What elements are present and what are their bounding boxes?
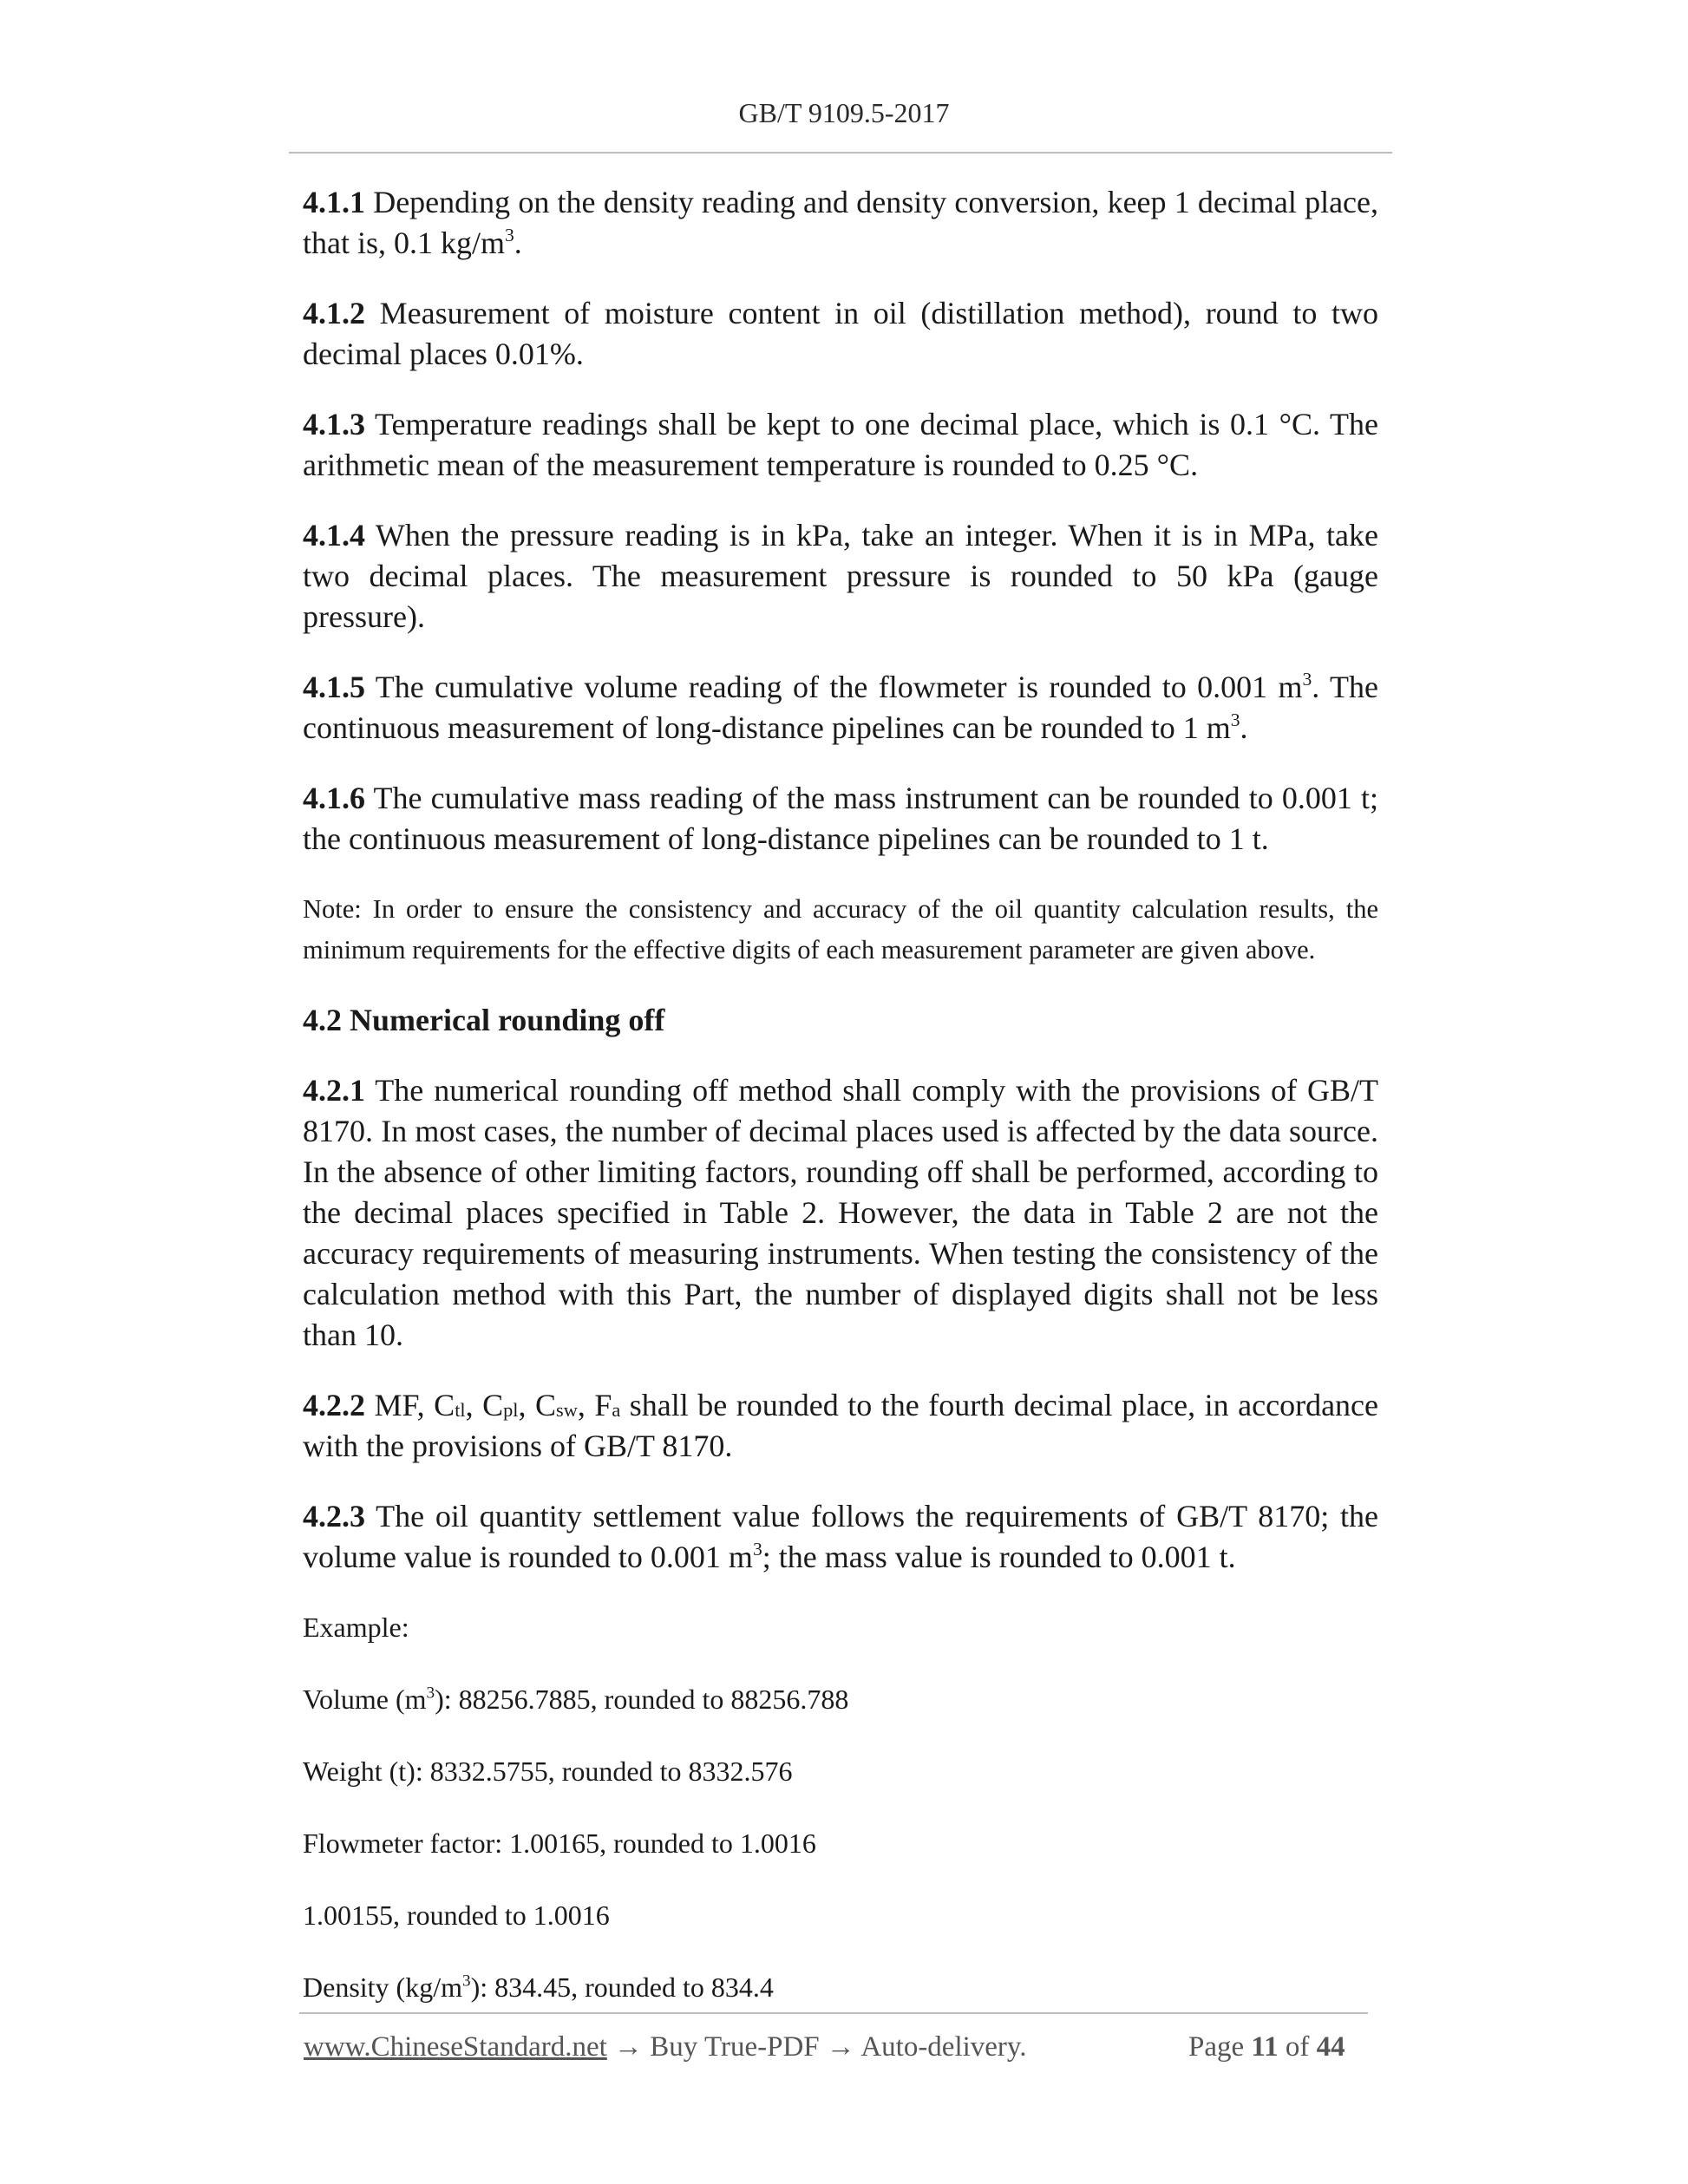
buy-true-pdf-text: Buy True-PDF <box>650 2031 820 2063</box>
clause-number: 4.2.2 <box>303 1388 365 1422</box>
page-total: 44 <box>1316 2031 1345 2063</box>
clause-text-end: . <box>514 226 522 260</box>
clause-text: , F <box>577 1388 612 1422</box>
clause-text-end: . <box>1240 710 1248 745</box>
clause-number: 4.1.1 <box>303 185 365 219</box>
example-text: ): 834.45, rounded to 834.4 <box>470 1971 774 2003</box>
footer-divider <box>299 2012 1368 2014</box>
clause-text: , C <box>518 1388 557 1422</box>
superscript: 3 <box>1230 709 1240 730</box>
clause-text: shall be rounded to the fourth decimal place, in accordance with the provisions of GB/T 8170. <box>303 1388 1379 1463</box>
document-body <box>303 182 1378 2039</box>
clause-text: Depending on the density reading and density conversion, keep 1 decimal place, that is, 0.1 kg/m <box>303 185 1378 260</box>
clause-number: 4.1.2 <box>303 296 365 330</box>
clause-text: , C <box>465 1388 504 1422</box>
example-label: Example: <box>303 1612 409 1643</box>
subscript: tl <box>455 1399 466 1422</box>
clause-4-2-2 <box>303 1385 1378 1467</box>
example-text: Density (kg/m <box>303 1971 462 2003</box>
subscript: pl <box>503 1399 519 1422</box>
example-text: Volume (m <box>303 1684 427 1715</box>
clause-text: Measurement of moisture content in oil (distillation method), round to two decimal places 0.01%. <box>303 296 1378 371</box>
clause-number: 4.1.6 <box>303 781 365 815</box>
clause-text: When the pressure reading is in kPa, take an integer. When it is in MPa, take two decimal places. The measurement pressure is rounded to 50 kPa (gauge pressure). <box>303 518 1378 634</box>
clause-text: MF, C <box>365 1388 455 1422</box>
clause-number: 4.1.3 <box>303 407 365 441</box>
superscript: 3 <box>426 1684 435 1703</box>
header-divider <box>289 152 1392 154</box>
note-paragraph: Note: In order to ensure the consistency and accuracy of the oil quantity calculation results, the minimum requirements for the effective digits of each measurement parameter are given above. <box>303 894 1378 964</box>
clause-text: The cumulative volume reading of the flowmeter is rounded to 0.001 m <box>365 670 1303 704</box>
clause-number: 4.1.5 <box>303 670 365 704</box>
page-indicator <box>1188 2031 1345 2063</box>
clause-4-1-3 <box>303 404 1378 486</box>
arrow-right-icon: → <box>606 2031 651 2063</box>
clause-text: Temperature readings shall be kept to one decimal place, which is 0.1 °C. The arithmetic mean of the measurement temperature is rounded to 0.25 °C. <box>303 407 1378 482</box>
clause-text-end: ; the mass value is rounded to 0.001 t. <box>762 1540 1236 1574</box>
arrow-right-icon: → <box>819 2031 861 2063</box>
page-number: 11 <box>1251 2031 1279 2063</box>
footer-promo <box>304 2031 1027 2063</box>
example-density <box>303 1967 1378 2008</box>
subscript: sw <box>556 1399 578 1422</box>
clause-4-1-5 <box>303 667 1378 749</box>
clause-number: 4.2.3 <box>303 1499 365 1533</box>
clause-text: The oil quantity settlement value follows the requirements of GB/T 8170; the volume value is rounded to 0.001 m <box>303 1499 1378 1574</box>
clause-4-2-3 <box>303 1496 1378 1578</box>
example-flowmeter: Flowmeter factor: 1.00165, rounded to 1.0016 <box>303 1828 816 1859</box>
clause-text: The cumulative mass reading of the mass instrument can be rounded to 0.001 t; the continuous measurement of long-distance pipelines can be rounded to 1 t. <box>303 781 1378 856</box>
website-link[interactable]: www.ChineseStandard.net <box>304 2031 607 2063</box>
superscript: 3 <box>461 1971 471 1991</box>
example-weight: Weight (t): 8332.5755, rounded to 8332.576 <box>303 1756 793 1787</box>
clause-number: 4.2.1 <box>303 1073 365 1108</box>
clause-text: The numerical rounding off method shall comply with the provisions of GB/T 8170. In most cases, the number of decimal places used is affected by the data source. In the absence of other limiting factors, rounding off shall be performed, according to the decimal places specified in Table 2. However, the data in Table 2 are not the accuracy requirements of measuring instruments. When testing the consistency of the calculation method with this Part, the number of displayed digits shall not be less than 10. <box>303 1073 1378 1352</box>
clause-4-2-1 <box>303 1070 1378 1356</box>
clause-4-1-1 <box>303 182 1378 264</box>
superscript: 3 <box>752 1538 762 1560</box>
auto-delivery-text: Auto-delivery. <box>860 2031 1027 2063</box>
clause-text: . The continuous measurement of long-distance pipelines can be rounded to 1 m <box>303 670 1378 745</box>
example-text: ): 88256.7885, rounded to 88256.788 <box>435 1684 849 1715</box>
page-header-title: GB/T 9109.5-2017 <box>738 97 950 128</box>
clause-4-1-6 <box>303 778 1378 860</box>
example-flowmeter-2: 1.00155, rounded to 1.0016 <box>303 1900 610 1931</box>
superscript: 3 <box>505 224 514 245</box>
superscript: 3 <box>1302 668 1312 690</box>
clause-number: 4.1.4 <box>303 518 365 553</box>
page-label: Page <box>1188 2031 1245 2063</box>
clause-4-1-4 <box>303 515 1378 638</box>
section-heading-4-2: 4.2 Numerical rounding off <box>303 1003 665 1037</box>
example-volume <box>303 1679 1378 1720</box>
subscript: a <box>612 1399 621 1422</box>
of-label: of <box>1285 2031 1310 2063</box>
clause-4-1-2 <box>303 293 1378 375</box>
